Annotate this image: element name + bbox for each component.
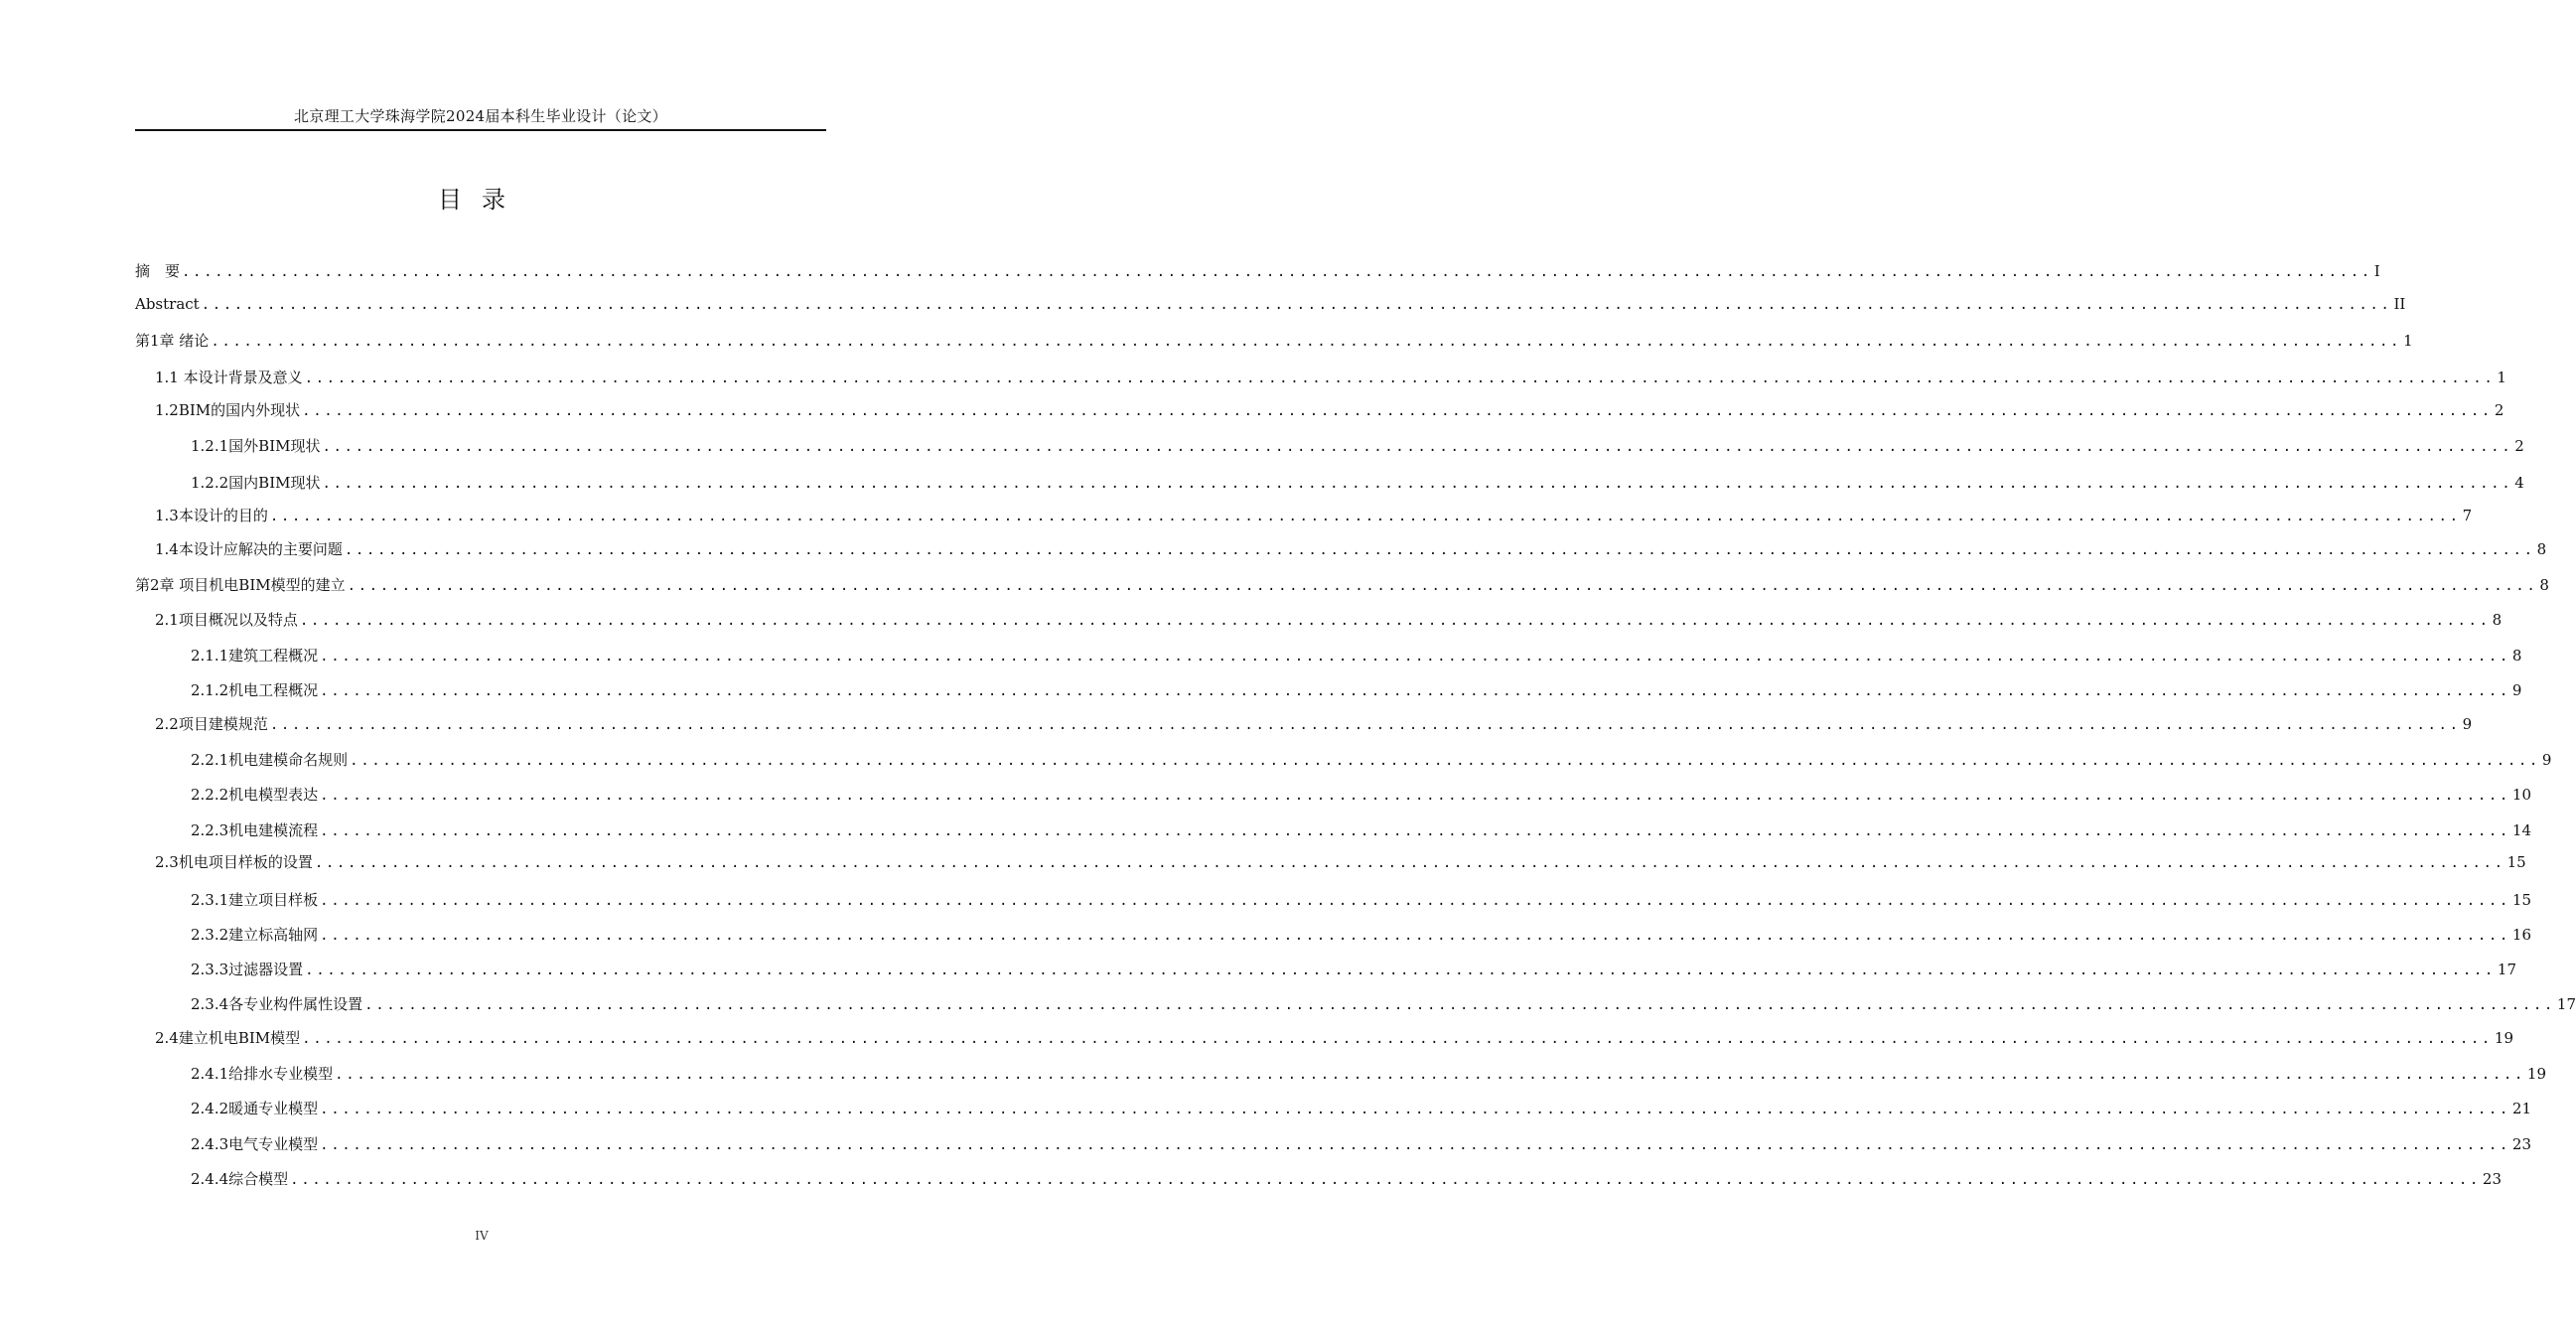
toc-entry-page: 2 — [2514, 437, 2524, 455]
toc-entry-page: 1 — [2497, 369, 2506, 386]
toc-leader-dots: ........................................................................................................................................................................................................ — [364, 997, 2555, 1013]
running-header: 北京理工大学珠海学院2024届本科生毕业设计（论文） — [294, 107, 667, 125]
toc-entry-label: 第2章 项目机电BIM模型的建立 — [135, 576, 346, 594]
toc-leader-dots: ........................................................................................................................................................................................................ — [304, 371, 2496, 386]
toc-leader-dots: ........................................................................................................................................................................................................ — [350, 753, 2540, 769]
toc-entry[interactable] — [155, 505, 2473, 528]
toc-entry-page: 19 — [2526, 1065, 2547, 1083]
toc-leader-dots: ........................................................................................................................................................................................................ — [269, 717, 2461, 733]
toc-leader-dots: ........................................................................................................................................................................................................ — [322, 439, 2513, 455]
toc-entry-label: 2.2.2机电模型表达 — [191, 786, 319, 804]
toc-entry-label: 1.1 本设计背景及意义 — [155, 369, 303, 386]
toc-leader-dots: ........................................................................................................................................................................................................ — [299, 613, 2491, 629]
toc-entry-page: 9 — [2462, 715, 2473, 733]
toc-entry-label: 2.3.4各专业构件属性设置 — [191, 995, 363, 1013]
toc-entry-label: 2.4.2暖通专业模型 — [191, 1100, 319, 1117]
toc-leader-dots: ........................................................................................................................................................................................................ — [335, 1067, 2525, 1083]
toc-leader-dots: ........................................................................................................................................................................................................ — [201, 297, 2392, 313]
toc-entry[interactable] — [155, 399, 2504, 423]
toc-entry-page: 7 — [2462, 507, 2473, 524]
toc-leader-dots: ........................................................................................................................................................................................................ — [269, 509, 2461, 524]
toc-leader-dots: ........................................................................................................................................................................................................ — [305, 963, 2496, 978]
toc-entry-label: 摘 要 — [135, 262, 181, 280]
toc-entry-page: 15 — [2511, 891, 2532, 909]
toc-entry[interactable] — [155, 609, 2503, 633]
toc-leader-dots: ........................................................................................................................................................................................................ — [347, 578, 2538, 594]
toc-entry[interactable] — [155, 851, 2526, 875]
toc-entry-page: 8 — [2536, 540, 2547, 558]
toc-entry-page: 17 — [2497, 961, 2517, 978]
toc-entry[interactable] — [191, 749, 2552, 773]
toc-leader-dots: ........................................................................................................................................................................................................ — [290, 1172, 2481, 1188]
toc-entry-page: 8 — [2539, 576, 2549, 594]
toc-entry-page: 4 — [2514, 474, 2524, 492]
toc-entry[interactable] — [135, 260, 2380, 284]
toc-entry[interactable] — [191, 924, 2532, 948]
page-number: IV — [475, 1229, 489, 1243]
toc-leader-dots: ........................................................................................................................................................................................................ — [320, 1102, 2510, 1117]
toc-entry-label: 2.3机电项目样板的设置 — [155, 853, 313, 871]
toc-entry-label: 2.1.1建筑工程概况 — [191, 647, 319, 665]
toc-entry-page: II — [2393, 295, 2406, 313]
toc-entry[interactable] — [155, 367, 2506, 390]
toc-entry-label: 1.3本设计的目的 — [155, 507, 268, 524]
toc-entry[interactable] — [191, 472, 2524, 496]
toc-entry-page: 9 — [2541, 751, 2552, 769]
toc-entry-page: 15 — [2506, 853, 2526, 871]
toc-title: 目录 — [438, 186, 525, 214]
toc-leader-dots: ........................................................................................................................................................................................................ — [320, 823, 2510, 839]
toc-entry-label: 2.3.3过滤器设置 — [191, 961, 304, 978]
toc-entry-page: 14 — [2511, 821, 2532, 839]
toc-leader-dots: ........................................................................................................................................................................................................ — [320, 649, 2510, 665]
toc-entry[interactable] — [191, 819, 2532, 843]
toc-entry-label: 1.2.2国内BIM现状 — [191, 474, 321, 492]
toc-entry[interactable] — [135, 330, 2413, 354]
toc-entry-page: 8 — [2511, 647, 2522, 665]
toc-entry-label: 2.2项目建模规范 — [155, 715, 268, 733]
toc-entry-label: 1.2.1国外BIM现状 — [191, 437, 321, 455]
toc-entry[interactable] — [191, 435, 2524, 459]
toc-entry-label: 2.4.3电气专业模型 — [191, 1135, 319, 1153]
toc-leader-dots: ........................................................................................................................................................................................................ — [320, 893, 2510, 909]
toc-entry-page: 21 — [2511, 1100, 2532, 1117]
toc-entry-page: 1 — [2403, 332, 2413, 350]
toc-leader-dots: ........................................................................................................................................................................................................ — [322, 476, 2513, 492]
toc-entry-label: 2.1.2机电工程概况 — [191, 681, 319, 699]
toc-entry[interactable] — [191, 784, 2532, 808]
toc-entry-page: 9 — [2511, 681, 2522, 699]
toc-entry[interactable] — [155, 713, 2473, 737]
toc-entry[interactable] — [155, 1027, 2514, 1051]
toc-entry[interactable] — [191, 679, 2522, 703]
toc-entry[interactable] — [191, 959, 2517, 982]
toc-entry[interactable] — [191, 1063, 2547, 1087]
toc-entry-page: 23 — [2482, 1170, 2503, 1188]
toc-entry-label: 1.4本设计应解决的主要问题 — [155, 540, 343, 558]
toc-entry[interactable] — [191, 993, 2576, 1017]
toc-entry-label: 2.2.1机电建模命名规则 — [191, 751, 349, 769]
toc-entry-label: Abstract — [135, 295, 200, 313]
toc-entry-page: 23 — [2511, 1135, 2532, 1153]
toc-entry[interactable] — [191, 1098, 2532, 1121]
toc-entry-page: 8 — [2492, 611, 2503, 629]
toc-entry-label: 2.3.2建立标高轴网 — [191, 926, 319, 944]
toc-entry-label: 2.3.1建立项目样板 — [191, 891, 319, 909]
toc-entry-label: 2.4.1给排水专业模型 — [191, 1065, 334, 1083]
toc-entry-page: 10 — [2511, 786, 2532, 804]
toc-leader-dots: ........................................................................................................................................................................................................ — [302, 1031, 2493, 1047]
toc-entry[interactable] — [191, 1168, 2503, 1192]
toc-entry-label: 2.4建立机电BIM模型 — [155, 1029, 301, 1047]
toc-entry[interactable] — [191, 1133, 2532, 1157]
toc-entry-label: 1.2BIM的国内外现状 — [155, 401, 301, 419]
header-rule — [135, 129, 826, 131]
toc-entry-label: 2.2.3机电建模流程 — [191, 821, 319, 839]
toc-entry-page: 17 — [2556, 995, 2576, 1013]
toc-leader-dots: ........................................................................................................................................................................................................ — [320, 928, 2510, 944]
toc-entry-label: 2.4.4综合模型 — [191, 1170, 289, 1188]
toc-entry-page: 16 — [2511, 926, 2532, 944]
toc-entry-page: 19 — [2494, 1029, 2514, 1047]
toc-entry-page: I — [2373, 262, 2380, 280]
toc-leader-dots: ........................................................................................................................................................................................................ — [302, 403, 2493, 419]
toc-entry[interactable] — [155, 538, 2547, 562]
toc-entry[interactable] — [191, 889, 2532, 913]
toc-leader-dots: ........................................................................................................................................................................................................ — [320, 1137, 2510, 1153]
toc-entry-label: 2.1项目概况以及特点 — [155, 611, 298, 629]
toc-entry-label: 第1章 绪论 — [135, 332, 210, 350]
toc-leader-dots: ........................................................................................................................................................................................................ — [320, 788, 2510, 804]
toc-leader-dots: ........................................................................................................................................................................................................ — [344, 542, 2535, 558]
toc-entry[interactable] — [191, 645, 2522, 668]
toc-entry-page: 2 — [2494, 401, 2504, 419]
toc-leader-dots: ........................................................................................................................................................................................................ — [211, 334, 2402, 350]
toc-entry[interactable] — [135, 295, 2406, 319]
toc-leader-dots: ........................................................................................................................................................................................................ — [182, 264, 2372, 280]
toc-leader-dots: ........................................................................................................................................................................................................ — [320, 683, 2510, 699]
toc-leader-dots: ........................................................................................................................................................................................................ — [314, 855, 2505, 871]
toc-entry[interactable] — [135, 574, 2549, 598]
